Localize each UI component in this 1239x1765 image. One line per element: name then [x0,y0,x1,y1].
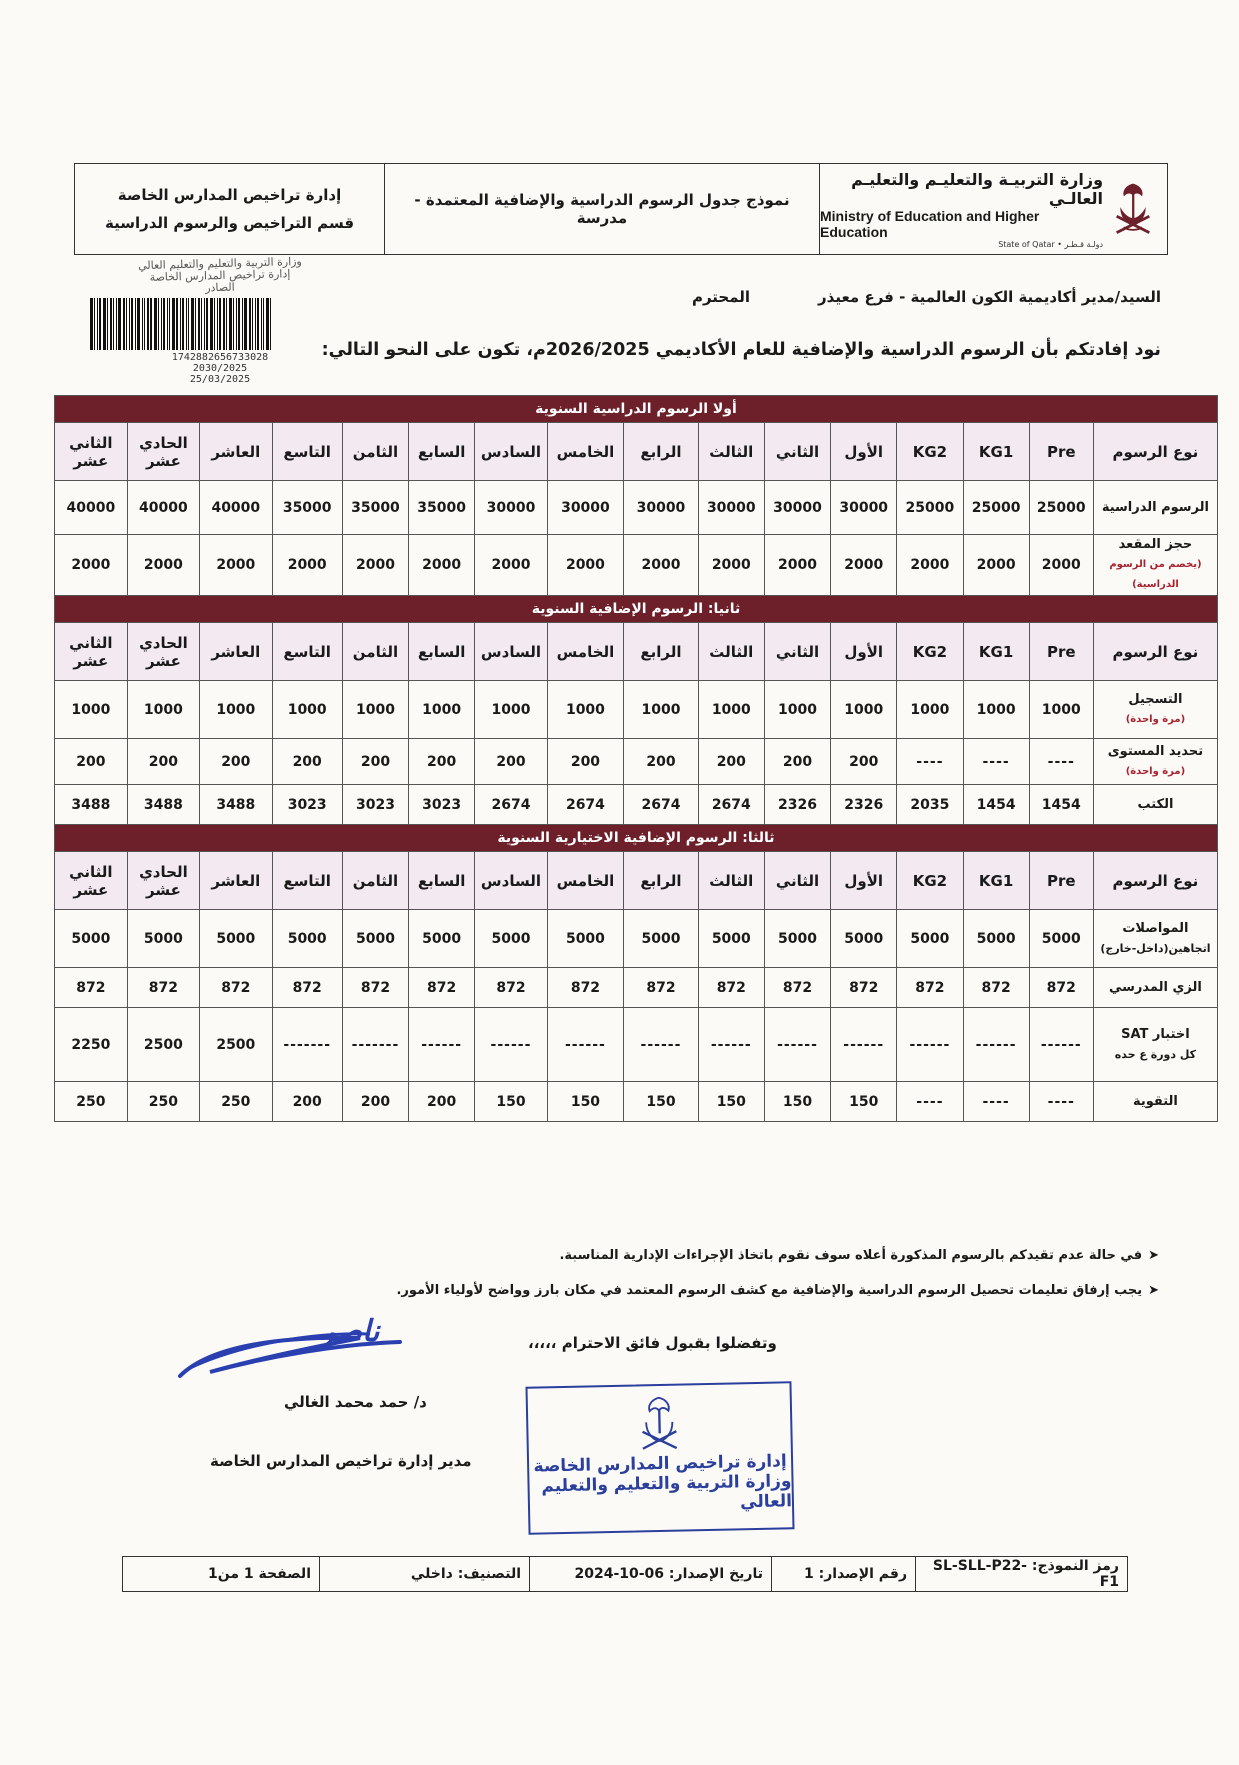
fee-value: ------ [897,1008,963,1082]
fee-value: 200 [409,739,475,785]
fee-value: ------ [831,1008,897,1082]
barcode-stamp-line-3: الصادر [205,280,235,295]
fee-value: 2000 [831,535,897,596]
fee-value: 200 [547,739,624,785]
grade-header: KG2 [897,623,963,681]
fee-value: 872 [475,968,547,1008]
fee-value: 150 [547,1082,624,1122]
fee-value: 150 [764,1082,830,1122]
fee-value: 872 [698,968,764,1008]
fee-value: 1000 [200,681,272,739]
grade-header: الثالث [698,623,764,681]
section-title-row [55,396,1218,423]
fee-row-label [1093,535,1217,596]
signatory-name: د/ حمد محمد الغالي [284,1393,427,1411]
fee-value: 1000 [55,681,128,739]
fee-value: 2000 [55,535,128,596]
fee-row [55,739,1218,785]
grade-header: الرابع [624,423,698,481]
fee-value: ---- [897,739,963,785]
document-footer [122,1556,1128,1592]
fee-value: 200 [475,739,547,785]
fee-row-label [1093,785,1217,825]
fee-value: 200 [764,739,830,785]
ministry-box [820,164,1167,254]
intro-body: نود إفادتكم بأن الرسوم الدراسية والإضافية للعام الأكاديمي 2026/2025م، تكون على النحو التالي: [321,340,1161,360]
fee-value: 2000 [342,535,408,596]
fee-label: التقوية [1132,1093,1178,1109]
ministry-name-arabic: وزارة التربيـة والتعليـم والتعليـم العالـي [851,169,1104,208]
fee-label: الرسوم الدراسية [1101,499,1210,515]
fee-row-label [1093,481,1217,535]
fee-value: 200 [200,739,272,785]
fee-value: ---- [963,739,1029,785]
qatar-emblem-icon [1113,177,1153,241]
fee-value: 3023 [272,785,342,825]
fee-value: ---- [963,1082,1029,1122]
fee-value: 2000 [1029,535,1093,596]
fee-row-label [1093,681,1217,739]
department-box [75,164,385,254]
fee-label: تحديد المستوى [1107,743,1204,759]
fee-value: 30000 [624,481,698,535]
grade-header: الخامس [547,623,624,681]
fee-value: 3488 [127,785,199,825]
fee-value: 5000 [831,910,897,968]
fee-value: 1000 [342,681,408,739]
honorific: المحترم [691,288,751,306]
fee-value: 3023 [342,785,408,825]
fee-value: 2000 [698,535,764,596]
fee-label: التسجيل [1128,691,1183,707]
fee-value: ------- [342,1008,408,1082]
fee-value: ------- [272,1008,342,1082]
fee-value: ------ [547,1008,624,1082]
fee-value: 2000 [127,535,199,596]
fee-value: 30000 [831,481,897,535]
fee-value: ------ [764,1008,830,1082]
fee-value: 2000 [409,535,475,596]
fee-value: 35000 [342,481,408,535]
fee-value: 1000 [624,681,698,739]
grade-header: الثاني عشر [55,852,128,910]
section-title: ثالثا: الرسوم الإضافية الاختيارية السنوية [55,825,1218,852]
fee-value: 872 [897,968,963,1008]
section-title-row [55,825,1218,852]
ministry-name-english: Ministry of Education and Higher Education [820,207,1040,240]
grade-header: الثاني [764,423,830,481]
fee-value: ------ [963,1008,1029,1082]
ministry-text [820,170,1103,249]
fee-value: 872 [764,968,830,1008]
barcode-stamp-line-1: وزارة التربية والتعليم والتعليم العالي [138,254,302,273]
fees-table [54,395,1218,1122]
fee-value: 200 [55,739,128,785]
grade-header: السابع [409,423,475,481]
grade-header: العاشر [200,423,272,481]
fee-row [55,1082,1218,1122]
fee-note: (مرة واحدة) [1125,713,1186,725]
department-line-2: قسم التراخيص والرسوم الدراسية [104,214,355,232]
fee-value: 872 [272,968,342,1008]
fee-value: 25000 [897,481,963,535]
fee-value: 872 [624,968,698,1008]
fee-value: ------ [409,1008,475,1082]
footer-issue-no: رقم الإصدار: 1 [771,1557,915,1591]
section-title-row [55,596,1218,623]
fee-value: 2000 [624,535,698,596]
fee-value: 1000 [1029,681,1093,739]
fee-value: 200 [272,739,342,785]
fee-value: ---- [1029,739,1093,785]
fee-value: 40000 [55,481,128,535]
barcode-icon [90,298,354,350]
grade-header: الأول [831,623,897,681]
fee-type-header: نوع الرسوم [1093,423,1217,481]
fee-value: 3488 [55,785,128,825]
fee-label: حجز المقعد [1118,537,1193,552]
fee-value: 150 [698,1082,764,1122]
grade-header: الثامن [342,423,408,481]
grade-header: الحادي عشر [127,623,199,681]
fee-row-label [1093,910,1217,968]
fee-value: 150 [475,1082,547,1122]
fee-value: 872 [55,968,128,1008]
grade-header: الرابع [624,623,698,681]
fee-value: 200 [831,739,897,785]
grade-header: التاسع [272,623,342,681]
fee-value: 2000 [963,535,1029,596]
fee-value: ---- [897,1082,963,1122]
fee-note: (مرة واحدة) [1125,765,1186,777]
fee-value: 30000 [475,481,547,535]
addressee-line [692,288,1161,306]
fee-row [55,785,1218,825]
fee-value: 872 [831,968,897,1008]
fee-value: 872 [1029,968,1093,1008]
fee-label: الكتب [1137,796,1174,812]
arrow-icon: ➤ [1148,1283,1159,1298]
fee-value: 2000 [547,535,624,596]
official-stamp [525,1381,794,1535]
grade-header: العاشر [200,623,272,681]
fee-value: 30000 [547,481,624,535]
grade-header: العاشر [200,852,272,910]
fee-value: 2500 [200,1008,272,1082]
fee-value: 1000 [475,681,547,739]
grade-header-row [55,852,1218,910]
fee-value: 872 [342,968,408,1008]
fee-value: 200 [272,1082,342,1122]
fee-value: 200 [342,1082,408,1122]
section-title: أولا الرسوم الدراسية السنوية [55,396,1218,423]
fee-value: 5000 [963,910,1029,968]
fee-value: 5000 [55,910,128,968]
grade-header: الثاني عشر [55,423,128,481]
grade-header: الثامن [342,852,408,910]
fee-value: 1000 [764,681,830,739]
note-text: في حالة عدم تقيدكم بالرسوم المذكورة أعلاه سوف نقوم باتخاذ الإجراءات الإدارية المناسبة. [559,1248,1143,1263]
fee-row [55,535,1218,596]
grade-header: الثالث [698,852,764,910]
fee-value: 200 [624,739,698,785]
fee-row-label [1093,968,1217,1008]
fee-value: 3488 [200,785,272,825]
barcode-number: 1742882656733028 [171,352,269,363]
fee-value: 5000 [272,910,342,968]
signature [170,1306,490,1386]
fee-value: 5000 [897,910,963,968]
footer-page: الصفحة 1 من1 [207,1566,311,1582]
fee-value: 2326 [764,785,830,825]
grade-header-row [55,423,1218,481]
fee-value: ------ [1029,1008,1093,1082]
signature-handwriting: ناصر [320,1314,380,1349]
fee-value: 250 [127,1082,199,1122]
note-1 [559,1248,1159,1263]
fee-value: 872 [200,968,272,1008]
fee-row [55,1008,1218,1082]
grade-header: KG1 [963,852,1029,910]
grade-header: الثالث [698,423,764,481]
fee-value: 1000 [547,681,624,739]
grade-header: الثاني [764,852,830,910]
qatar-emblem-icon [631,1393,688,1454]
fee-type-header: نوع الرسوم [1093,623,1217,681]
fee-value: 5000 [127,910,199,968]
fee-value: 35000 [409,481,475,535]
form-title-box [385,164,820,254]
grade-header: السادس [475,423,547,481]
note-2 [396,1283,1159,1298]
grade-header: الحادي عشر [127,852,199,910]
fee-value: 5000 [624,910,698,968]
note-text: يجب إرفاق تعليمات تحصيل الرسوم الدراسية والإضافية مع كشف الرسوم المعتمد في مكان بارز وواضح لأولياء الأمور. [396,1283,1143,1298]
fee-value: 2674 [547,785,624,825]
addressee: السيد/مدير أكاديمية الكون العالمية - فرع معيذر [818,288,1161,306]
fee-value: 1000 [897,681,963,739]
fee-value: ------ [475,1008,547,1082]
fee-value: 35000 [272,481,342,535]
fee-value: 200 [342,739,408,785]
fee-value: 872 [547,968,624,1008]
grade-header: الخامس [547,423,624,481]
fee-value: 5000 [409,910,475,968]
fee-value: 3023 [409,785,475,825]
footer-form-code: رمز النموذج: SL-SLL-P22-F1 [915,1557,1127,1591]
fee-row [55,968,1218,1008]
fee-value: 2500 [127,1008,199,1082]
grade-header: الثاني عشر [55,623,128,681]
fee-row [55,681,1218,739]
fee-type-header: نوع الرسوم [1093,852,1217,910]
fee-value: 5000 [764,910,830,968]
grade-header: السادس [475,852,547,910]
fee-note: (يخصم من الرسوم الدراسية) [1109,559,1202,590]
fee-value: 5000 [547,910,624,968]
fee-value: 2674 [698,785,764,825]
fee-value: 40000 [200,481,272,535]
fee-value: 30000 [698,481,764,535]
section-title: ثانيا: الرسوم الإضافية السنوية [55,596,1218,623]
fee-note: اتجاهين(داخل-خارج) [1100,941,1211,955]
fee-value: ---- [1029,1082,1093,1122]
fee-value: 5000 [200,910,272,968]
grade-header: Pre [1029,623,1093,681]
footer-classification: التصنيف: داخلي [319,1557,529,1591]
grade-header: KG2 [897,852,963,910]
grade-header: السادس [475,623,547,681]
fee-label: المواصلات [1122,920,1189,936]
fee-value: 2000 [475,535,547,596]
fee-value: 40000 [127,481,199,535]
grade-header: الأول [831,423,897,481]
grade-header: Pre [1029,423,1093,481]
barcode-ref: 2030/2025 [192,363,248,374]
grade-header-row [55,623,1218,681]
grade-header: الحادي عشر [127,423,199,481]
grade-header: الثاني [764,623,830,681]
fee-value: 150 [831,1082,897,1122]
barcode-stamp [86,254,354,385]
fee-row-label [1093,739,1217,785]
fee-value: 200 [409,1082,475,1122]
signatory-title: مدير إدارة تراخيص المدارس الخاصة [210,1452,472,1470]
barcode-stamp-line-2: إدارة تراخيص المدارس الخاصة [149,267,291,284]
fee-value: 5000 [698,910,764,968]
closing-line: وتفضلوا بقبول فائق الاحترام ،،،،، [528,1334,777,1352]
form-title: نموذج جدول الرسوم الدراسية والإضافية المعتمدة - مدرسة [414,191,790,227]
fee-value: 2250 [55,1008,128,1082]
arrow-icon: ➤ [1148,1248,1159,1263]
document-header [74,163,1168,255]
fee-value: 1454 [963,785,1029,825]
fee-value: 1454 [1029,785,1093,825]
grade-header: التاسع [272,852,342,910]
fee-value: 250 [55,1082,128,1122]
fee-label: اختبار SAT [1121,1026,1190,1042]
fee-value: 2000 [764,535,830,596]
fee-value: 872 [409,968,475,1008]
barcode-date: 25/03/2025 [189,374,251,385]
grade-header: الأول [831,852,897,910]
grade-header: KG1 [963,423,1029,481]
fee-value: 2000 [897,535,963,596]
fee-value: 250 [200,1082,272,1122]
fee-value: 2000 [200,535,272,596]
grade-header: السابع [409,623,475,681]
fee-row [55,481,1218,535]
fee-value: 2674 [624,785,698,825]
fee-value: 2000 [272,535,342,596]
fee-value: 1000 [127,681,199,739]
fee-value: 1000 [698,681,764,739]
grade-header: الرابع [624,852,698,910]
fee-value: ------ [624,1008,698,1082]
state-of-qatar: State of Qatar • دولـة قـطـر [998,239,1104,249]
grade-header: السابع [409,852,475,910]
fee-value: 5000 [1029,910,1093,968]
stamp-line-1: إدارة تراخيص المدارس الخاصة [533,1451,787,1477]
grade-header: الثامن [342,623,408,681]
fee-value: 2326 [831,785,897,825]
fee-value: 5000 [342,910,408,968]
grade-header: الخامس [547,852,624,910]
fee-value: 872 [127,968,199,1008]
fee-value: 1000 [831,681,897,739]
grade-header: التاسع [272,423,342,481]
grade-header: KG1 [963,623,1029,681]
footer-issue-date: تاريخ الإصدار: 06-10-2024 [529,1557,771,1591]
fee-value: ------ [698,1008,764,1082]
fee-value: 25000 [1029,481,1093,535]
fee-value: 200 [698,739,764,785]
fee-value: 150 [624,1082,698,1122]
fee-row-label [1093,1082,1217,1122]
fee-value: 2674 [475,785,547,825]
fee-value: 1000 [963,681,1029,739]
fee-value: 2035 [897,785,963,825]
fee-value: 872 [963,968,1029,1008]
grade-header: KG2 [897,423,963,481]
fee-label: الزي المدرسي [1109,979,1202,995]
grade-header: Pre [1029,852,1093,910]
fee-value: 30000 [764,481,830,535]
fee-row [55,910,1218,968]
department-line-1: إدارة تراخيص المدارس الخاصة [117,186,342,204]
fee-note: كل دورة ع حده [1114,1047,1197,1061]
stamp-line-2: وزارة التربية والتعليم والتعليم العالي [541,1471,793,1513]
fee-value: 25000 [963,481,1029,535]
fee-value: 1000 [409,681,475,739]
fee-row-label [1093,1008,1217,1082]
fee-value: 200 [127,739,199,785]
fee-value: 1000 [272,681,342,739]
fee-value: 5000 [475,910,547,968]
